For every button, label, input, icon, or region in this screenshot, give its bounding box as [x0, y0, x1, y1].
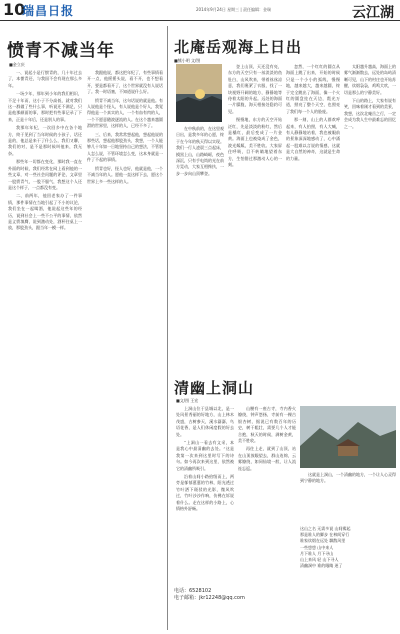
article-title: 愤青不减当年: [7, 41, 115, 61]
article-body-column: [87, 70, 163, 628]
article-title: 清幽上洞山: [174, 379, 255, 397]
poem-line: 一些悠悠 山中来人: [300, 544, 334, 550]
article-paragraph: 一场少年，那年到小年的我们相识，不足十年而，这小子不分高低，就对我们这一群做了些什么事，听说还不满足，只是他那颜面的事，那时把有些事记录了下来，正是十年后，还是别人的事。: [8, 91, 82, 122]
article-paragraph: 那一刻，山上的人群欢呼起来，有人拍照，有人大喊，有人静静地站着，我也被眼前的景象深深地感动了，心中涌起一股难以言说的情感，这就是大自然的神奇，这就是生命的力量。: [286, 117, 340, 161]
column-divider: [167, 26, 168, 630]
article-title: 北庵岳观海上日出: [174, 38, 303, 56]
poem-line: 清幽洞中 谁的眼睛 迷了: [300, 563, 343, 569]
article-paragraph: 二、前两年，他回老家办了一件事情，那件事情在当地引起了不小的议论，我们坐在一起喝酒，他说起这些年的经历，说到社会上一些不公平的事情，依然是义愤填膺，说到激动处，酒杯往桌上一放，那股劲头，跟当年一模一样。: [8, 193, 82, 231]
article-byline: ■熊小明 文/图: [174, 58, 201, 63]
editor-email: 电子邮箱：jkr12248@qq.com: [174, 595, 245, 601]
article-paragraph: 沿着山间小路拾级而上，两旁是郁郁葱葱的竹林，阳光透过竹叶洒下斑驳的光影，微风吹过，竹叶沙沙作响，仿佛在诉说着什么。走在这样的小路上，心情格外舒畅。: [176, 474, 234, 512]
article-body-column: [300, 472, 396, 522]
article-byline: ■金立庆: [9, 62, 25, 67]
mountain-photo: [300, 406, 396, 468]
poem-line: 谁家炊烟在远处 飘散风里: [300, 538, 346, 544]
article-paragraph: 三、后来，我常常想起他，想起他说的那些话，想起他那股劲头，我想，一个人能够几十年如一日地坚持自己的想法，不管别人怎么说，不管环境怎么变，这本身就是一件了不起的事情。: [87, 131, 163, 163]
article-body-column: [8, 70, 82, 628]
article-paragraph: 一、说起小是行惯青的，几十年过去了，本惯青还，与我国不会有现在那么多年。: [8, 70, 82, 88]
article-body-column: [228, 64, 282, 364]
article-paragraph: “上洞山一看去有文采，本是我心中最清幽的去处。”这是我第一次来到这里时写下的诗句。如今再次来到这里，依然被它的清幽所吸引。: [176, 440, 234, 471]
article-byline: ■文/图 王宏: [176, 398, 199, 403]
article-paragraph: 登上山顶，天还没有亮，东方的天空只有一丝淡淡的鱼肚白，山风吹来，带着丝丝凉意，我们裹紧了衣服，找了一块视野开阔的地方，静静地等待着太阳的升起。远处的海面一片朦胧，海天相接处隐约可见。: [228, 64, 282, 114]
article-paragraph: 太阳越升越高，海面上的雾气渐渐散去，远处的岛屿清晰可见，山下的村庄也开始苏醒，炊烟袅袅，鸡鸣犬吠，一切是那么的宁静美好。: [344, 64, 396, 95]
article-body-column: [238, 406, 296, 584]
article-paragraph: 这就是上洞山，一个清幽的地方，一个让人心灵得到宁静的地方。: [300, 472, 396, 484]
article-paragraph: 愤青不减当年，这句话说的就是他。有人说他是个怪人，有人说他是个好人，我觉得他是一个真实的人，一个有血有肉的人，一个不愿意随波逐流的人。在这个越来越圆滑的世界里，这样的人，已经不多了。: [87, 97, 163, 129]
article-paragraph: 我那年年纪，一次回乡中在各个地方，终于见到了当年时候的小孩子，话还是的，他总是来干了什么么，我们又聊，我们的对，是不是那时候叫他来，我无奈。: [8, 125, 82, 156]
poem-line: 那是谁人的脚步 在林间穿行: [300, 532, 350, 538]
newspaper-name: 瑞昌日报: [22, 4, 75, 18]
article-paragraph: 慢慢地，东方的天空开始泛红，先是淡淡的粉红，然后是橘红，最后变成了一片金黄。海面上也被染成了金色，波光粼粼，美不胜收。大家屏住呼吸，目不转睛地望着东方，生怕错过那激动人心的一刻。: [228, 117, 282, 168]
poem: [300, 526, 396, 569]
article-body-column: [344, 64, 396, 364]
article-body-column: [286, 64, 340, 364]
article-paragraph: 山腰有一座古寺，寺内香火缭绕，钟声悠扬，寺前有一棵古银杏树，据说已有数百年的历史，树干粗壮，需要几个人才能合抱，秋天的时候，满树金黄，美不胜收。: [238, 406, 296, 444]
dateline: 2014年9月24日 星期三 | 责任编辑：金瑞: [196, 7, 271, 12]
article-paragraph: 忽然，一个红红的圆点从海面上跳了出来，开始的时候只是一个小小的弧线，慢慢地，越来越大，越来越圆，终于完全跳出了海面，像一个火红的圆盘挂在天边，霞光万道，照亮了整个天空，也照亮了我们每一个人的脸庞。: [286, 64, 340, 114]
article-paragraph: 上洞山位于县城以北，是一处风景秀丽的好地方，山上林木茂盛，古树参天，溪水潺潺，鸟语花香，是人们休闲度假的好去处。: [176, 406, 234, 437]
article-paragraph: 再往上走，就到了山顶，站在山顶放眼望去，群山连绵，云雾缭绕，如同仙境一般，让人流连忘返。: [238, 446, 296, 471]
editor-contact: [174, 588, 245, 602]
article-paragraph: 愤青也好，怪人也好，他就是他，一个不减当年的人。愿他一直这样下去，愿这个世界上多一些这样的人。: [87, 165, 163, 184]
section-title: 云江湖: [352, 5, 394, 21]
poem-line: 山上来风 轻 山下寻人: [300, 557, 339, 563]
article-body-column: [176, 406, 234, 584]
editor-phone: 电话：6528102: [174, 588, 212, 594]
page-header: [0, 0, 400, 21]
page-number: 10: [3, 0, 26, 19]
article-paragraph: 下山的路上，大家有说有笑，回味着刚才看到的美景，我想，这次北庵岳之行，一定会成为我人生中最难忘的回忆之一。: [344, 98, 396, 129]
article-paragraph: 那些年一切都在变化，那时我一直在外面的时候，我们经常在网上看到他的一些文章，对一些社会问题的评论，文章里一股愤青气，一股不服气，我想这个人还是这个样子，一点都没有变。: [8, 159, 82, 190]
sunrise-photo: [176, 64, 222, 122]
article-body-column: [176, 126, 224, 364]
article-paragraph: 我跟他说，都这把年纪了，有些事情看开一点，他摇摇头说，看不开，也不想看开，要是都看开了，这个世界就没有人说话了。我一时语塞，不知道说什么好。: [87, 70, 163, 95]
article-paragraph: 在中秋前的，在这里观日出，是我多年的心愿，终于在今年的秋天得以实现。我们一行人凌晨三点起床，摸黑上山，山路崎岖，夜色深沉，只有手电筒的光在前方晃动，大家互相搀扶，一步一步向山顶攀登。: [176, 126, 224, 176]
poem-line: 这山之名 无需多说 山间雾起: [300, 526, 351, 531]
poem-line: 月下谁人 月下寻山: [300, 550, 334, 556]
